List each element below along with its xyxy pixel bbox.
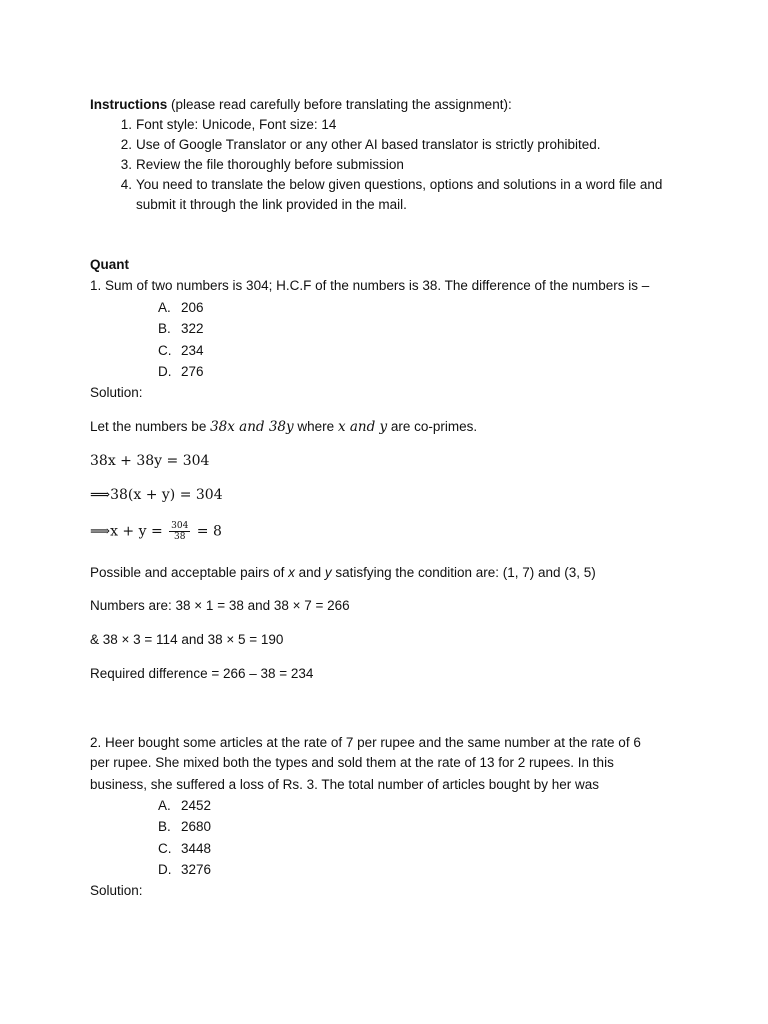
instructions-line xyxy=(90,96,512,114)
option-marker: B. xyxy=(158,819,171,834)
option-item xyxy=(0,320,768,338)
option-marker: C. xyxy=(158,343,172,358)
option-text: 206 xyxy=(181,300,204,315)
required-difference: Required difference = 266 – 38 = 234 xyxy=(90,666,314,681)
solution-text: and xyxy=(294,565,325,580)
solution-let-line xyxy=(90,418,477,436)
option-item xyxy=(0,342,768,360)
variable-y: y xyxy=(324,565,332,580)
equation-left: ⟹x + y = xyxy=(90,523,168,540)
instruction-item xyxy=(0,136,768,154)
instruction-item xyxy=(0,116,768,134)
solution-text: Let the numbers be xyxy=(90,419,211,434)
option-marker: B. xyxy=(158,321,171,336)
option-marker: C. xyxy=(158,841,172,856)
equation-2: ⟹38(x + y) = 304 xyxy=(90,487,223,503)
question-2-line: business, she suffered a loss of Rs. 3. The total number of articles bought by her was xyxy=(90,777,600,792)
solution-text: are co-primes. xyxy=(387,419,478,434)
instruction-text-continued: submit it through the link provided in the mail. xyxy=(136,197,407,212)
option-text: 276 xyxy=(181,364,204,379)
solution-label: Solution: xyxy=(90,385,143,400)
fraction xyxy=(169,521,190,542)
equation-3 xyxy=(90,521,222,542)
instruction-item xyxy=(0,156,768,174)
solution-text: satisfying the condition are: (1, 7) and (3, 5) xyxy=(331,565,596,580)
solution-text: Possible and acceptable pairs of xyxy=(90,565,289,580)
option-marker: A. xyxy=(158,300,171,315)
variable-x: x xyxy=(288,565,295,580)
fraction-denominator: 38 xyxy=(174,532,186,542)
option-text: 3448 xyxy=(181,841,212,856)
option-item xyxy=(0,861,768,879)
option-text: 234 xyxy=(181,343,204,358)
option-text: 2452 xyxy=(181,798,212,813)
solution-label-2: Solution: xyxy=(90,883,143,898)
option-item xyxy=(0,797,768,815)
instruction-text: Review the file thoroughly before submission xyxy=(136,157,404,172)
solution-text: where xyxy=(293,419,338,434)
numbers-line-2: & 38 × 3 = 114 and 38 × 5 = 190 xyxy=(90,632,284,647)
fraction-numerator: 304 xyxy=(171,521,189,531)
option-text: 322 xyxy=(181,321,204,336)
instruction-item xyxy=(0,176,768,214)
question-1-text: 1. Sum of two numbers is 304; H.C.F of the numbers is 38. The difference of the numbers is – xyxy=(90,278,650,293)
option-item xyxy=(0,363,768,381)
instruction-marker: 4. xyxy=(120,177,132,192)
option-item xyxy=(0,840,768,858)
option-item xyxy=(0,299,768,317)
math-expression: x and y xyxy=(337,419,388,435)
option-text: 2680 xyxy=(181,819,212,834)
option-marker: D. xyxy=(158,364,172,379)
instruction-text: You need to translate the below given questions, options and solutions in a word file and xyxy=(136,177,663,192)
numbers-line: Numbers are: 38 × 1 = 38 and 38 × 7 = 266 xyxy=(90,598,350,613)
option-marker: A. xyxy=(158,798,171,813)
question-2-line: per rupee. She mixed both the types and sold them at the rate of 13 for 2 rupees. In this xyxy=(90,755,614,770)
pairs-line xyxy=(90,564,596,582)
option-marker: D. xyxy=(158,862,172,877)
math-expression: 38x and 38y xyxy=(210,419,294,435)
instruction-marker: 3. xyxy=(120,157,132,172)
instructions-heading: Instructions xyxy=(90,97,168,112)
instruction-marker: 2. xyxy=(120,137,132,152)
equation-right: = 8 xyxy=(192,523,222,540)
instruction-text: Font style: Unicode, Font size: 14 xyxy=(136,117,337,132)
option-item xyxy=(0,818,768,836)
instruction-text: Use of Google Translator or any other AI based translator is strictly prohibited. xyxy=(136,137,601,152)
equation-1: 38x + 38y = 304 xyxy=(90,453,210,469)
instructions-intro: (please read carefully before translating the assignment): xyxy=(167,97,512,112)
question-2-line: 2. Heer bought some articles at the rate of 7 per rupee and the same number at the rate of 6 xyxy=(90,735,641,750)
section-title: Quant xyxy=(90,257,129,272)
instruction-marker: 1. xyxy=(120,117,132,132)
option-text: 3276 xyxy=(181,862,212,877)
